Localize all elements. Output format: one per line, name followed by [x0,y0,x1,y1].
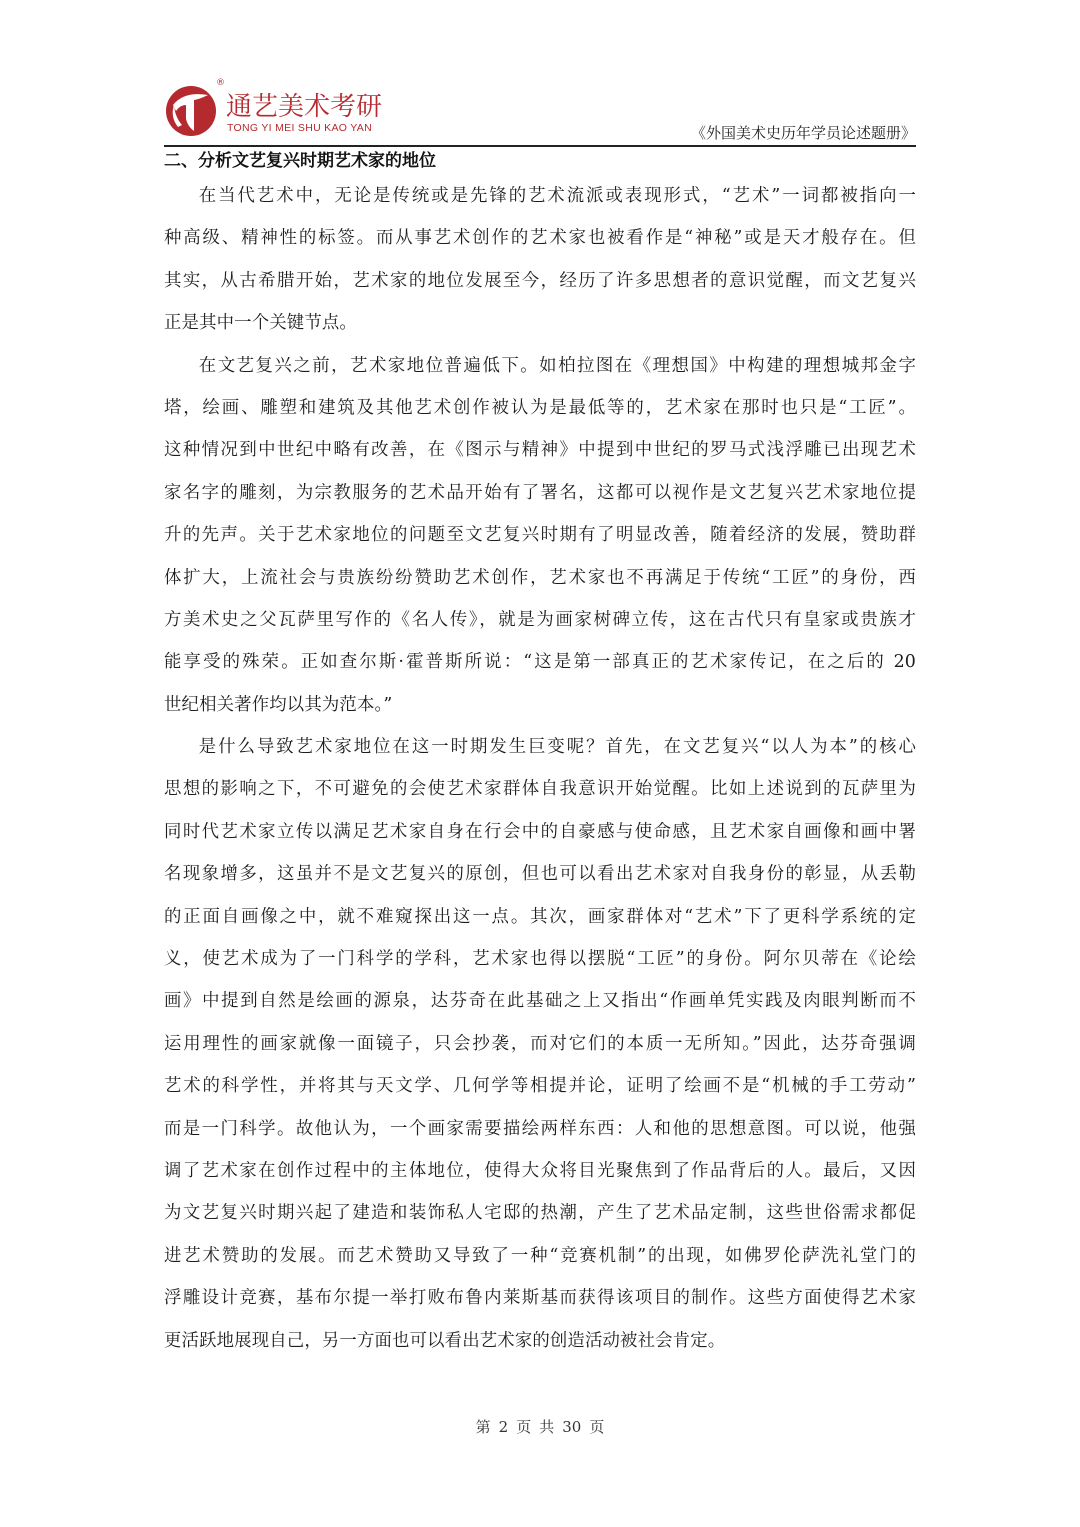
header-divider [164,145,916,147]
book-title: 《外国美术史历年学员论述题册》 [690,124,916,142]
text-line: 种高级、精神性的标签。而从事艺术创作的艺术家也被看作是“神秘”或是天才般存在。但 [164,228,916,249]
text-line: 名现象增多，这虽并不是文艺复兴的原创，但也可以看出艺术家对自我身份的彰显，从丢勒 [164,864,916,885]
text-line: 家名字的雕刻，为宗教服务的艺术品开始有了署名，这都可以视作是文艺复兴艺术家地位提 [164,482,916,503]
footer-prefix: 第 [475,1418,491,1436]
body-text [164,175,916,1362]
total-pages-number: 30 [562,1418,582,1436]
logo-name-pinyin: TONG YI MEI SHU KAO YAN [227,122,372,134]
text-line: 同时代艺术家立传以满足艺术家自身在行会中的自豪感与使命感，且艺术家自画像和画中署 [164,821,916,842]
text-line: 世纪相关著作均以其为范本。” [164,694,393,715]
text-line: 而是一门科学。故他认为，一个画家需要描绘两样东西：人和他的思想意图。可以说，他强 [164,1118,916,1139]
text-line: 其实，从古希腊开始，艺术家的地位发展至今，经历了许多思想者的意识觉醒，而文艺复兴 [164,270,916,291]
brand-logo [164,80,404,138]
footer-total-word: 共 [539,1418,555,1436]
text-line: 这种情况到中世纪中略有改善，在《图示与精神》中提到中世纪的罗马式浅浮雕已出现艺术 [164,440,916,461]
text-line: 调了艺术家在创作过程中的主体地位，使得大众将目光聚焦到了作品背后的人。最后，又因 [164,1160,916,1181]
paragraph-1 [164,175,916,345]
text-line: 升的先声。关于艺术家地位的问题至文艺复兴时期有了明显改善，随着经济的发展，赞助群 [164,525,916,546]
text-line: 是什么导致艺术家地位在这一时期发生巨变呢？首先，在文艺复兴“以人为本”的核心 [198,737,916,758]
text-line: 为文艺复兴时期兴起了建造和装饰私人宅邸的热潮，产生了艺术品定制，这些世俗需求都促 [164,1203,916,1224]
text-line: 进艺术赞助的发展。而艺术赞助又导致了一种“竞赛机制”的出现，如佛罗伦萨洗礼堂门的 [164,1245,916,1266]
footer-page-word: 页 [516,1418,532,1436]
text-line: 正是其中一个关键节点。 [164,313,357,334]
text-line: 塔，绘画、雕塑和建筑及其他艺术创作被认为是最低等的，艺术家在那时也只是“工匠”。 [164,397,916,418]
text-line: 画》中提到自然是绘画的源泉，达芬奇在此基础之上又指出“作画单凭实践及肉眼判断而不 [164,991,916,1012]
logo-emblem-icon [164,83,220,137]
paragraph-3 [164,726,916,1362]
text-line: 运用理性的画家就像一面镜子，只会抄袭，而对它们的本质一无所知。”因此，达芬奇强调 [164,1033,916,1054]
text-line: 在文艺复兴之前，艺术家地位普遍低下。如柏拉图在《理想国》中构建的理想城邦金字 [198,355,916,376]
current-page-number: 2 [498,1418,509,1436]
text-line: 能享受的殊荣。正如查尔斯·霍普斯所说：“这是第一部真正的艺术家传记，在之后的 20 [164,652,916,673]
logo-name-chinese: 通艺美术考研 [226,92,383,122]
registered-mark: ® [216,78,225,88]
text-line: 体扩大，上流社会与贵族纷纷赞助艺术创作，艺术家也不再满足于传统“工匠”的身份，西 [164,567,916,588]
footer-suffix: 页 [589,1418,605,1436]
text-line: 在当代艺术中，无论是传统或是先锋的艺术流派或表现形式，“艺术”一词都被指向一 [198,186,916,206]
page-number-footer [0,1417,1080,1437]
text-line: 方美术史之父瓦萨里写作的《名人传》，就是为画家树碑立传，这在古代只有皇家或贵族才 [164,609,916,630]
text-line: 思想的影响之下，不可避免的会使艺术家群体自我意识开始觉醒。比如上述说到的瓦萨里为 [164,779,916,800]
paragraph-2 [164,345,916,727]
text-line: 浮雕设计竞赛，基布尔提一举打败布鲁内莱斯基而获得该项目的制作。这些方面使得艺术家 [164,1288,916,1309]
page-header [164,80,916,146]
text-line: 更活跃地展现自己，另一方面也可以看出艺术家的创造活动被社会肯定。 [164,1330,726,1351]
section-heading: 二、分析文艺复兴时期艺术家的地位 [164,151,436,171]
text-line: 的正面自画像之中，就不难窥探出这一点。其次，画家群体对“艺术”下了更科学系统的定 [164,906,916,927]
text-line: 义，使艺术成为了一门科学的学科，艺术家也得以摆脱“工匠”的身份。阿尔贝蒂在《论绘 [164,949,916,970]
text-line: 艺术的科学性，并将其与天文学、几何学等相提并论，证明了绘画不是“机械的手工劳动” [164,1076,916,1097]
